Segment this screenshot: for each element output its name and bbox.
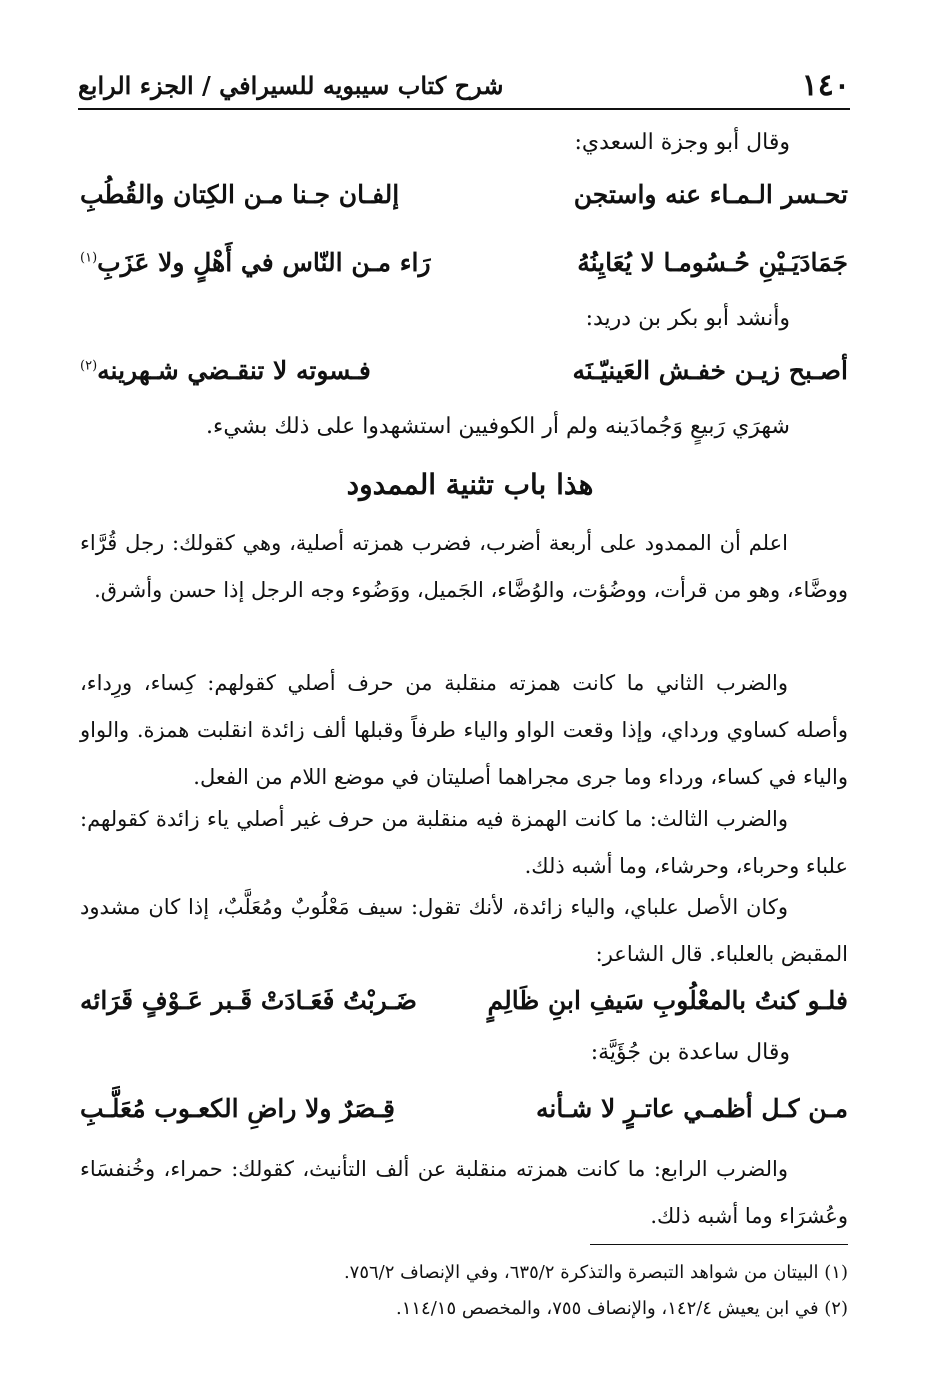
verse-line [80,974,848,1026]
footnote-divider [590,1244,848,1245]
running-title: شرح كتاب سيبويه للسيرافي / الجزء الرابع [78,70,504,100]
page-header [78,62,850,110]
footnote-marker-1: (١) [80,250,98,266]
verse-intro-1: وقال أبو وجزة السعدي: [574,130,790,155]
verse-line [80,344,848,396]
verse-second-hemistich: إلفـان جـنا مـن الكِتان والقُطُبِ [80,179,400,209]
verse-first-hemistich: جَمَادَيَـيْنِ حُـسُومـا لا يُعَايِنُهُ [577,247,848,277]
verse-line [80,168,848,220]
paragraph: والضرب الثالث: ما كانت الهمزة فيه منقلبة من حرف غير أصلي ياء زائدة كقولهم: علباء وحرباء، وحرشاء، وما أشبه ذلك. [80,807,848,878]
verse-second-hemistich: قِـصَرٌ ولا راضِ الكعـوب مُعَلَّـبِ [80,1093,395,1123]
verse-second-hemistich-wrap [80,248,431,277]
footnote: (٢) في ابن يعيش ١٤٢/٤، والإنصاف ٧٥٥، والمخصص ١١٤/١٥. [395,1298,848,1319]
footnote-marker-2: (٢) [80,358,98,374]
paragraph: والضرب الثاني ما كانت همزته منقلبة من حرف أصلي كقولهم: كِساء، ورِداء، وأصله كساوي ورداي، وإذا وقعت الواو والياء طرفاً وقبلها ألف زائدة انقلبت همزة. والواو والياء في كساء، ورداء وما جرى مجراهما أصليتان في موضع اللام من الفعل. [80,671,848,789]
verse-first-hemistich: فلـو كنتُ بالمعْلُوبِ سَيفِ ابنِ ظَالِمٍ [487,985,848,1015]
paragraph: وكان الأصل علباي، والياء زائدة، لأنك تقول: سيف مَعْلُوبٌ ومُعَلَّبٌ، إذا كان مشدود المقبض بالعلباء. قال الشاعر: [80,895,848,966]
verse-intro-2: وأنشد أبو بكر بن دريد: [585,306,790,331]
verse-line [80,236,848,288]
verse-second-hemistich: ضَـربْتُ فَعَـادَتْ قَـبر عَـوْفٍ قَرَائه [80,985,418,1015]
verse-first-hemistich: مـن كـل أظمـي عاتـرٍ لا شـأنه [536,1093,848,1123]
verse-first-hemistich: أصـبح زيـن خفـش العَينيّـنَه [572,355,848,385]
verse-line [80,1082,848,1134]
footnote: (١) البيتان من شواهد التبصرة والتذكرة ٦٣٥/٢، وفي الإنصاف ٧٥٦/٢. [343,1262,848,1283]
verse-continuation: شهرَي رَبيعٍ وَجُمادَينه ولم أر الكوفيين استشهدوا على ذلك بشيء. [206,414,790,439]
paragraph: والضرب الرابع: ما كانت همزته منقلبة عن ألف التأنيث، كقولك: حمراء، وخُنفسَاء وعُشرَاء وما أشبه ذلك. [80,1157,848,1228]
verse-second-hemistich: فـسوته لا تنقـضي شـهرينه [97,355,371,385]
chapter-title: هذا باب تثنية الممدود [346,468,594,501]
verse-second-hemistich-wrap [80,356,371,385]
page-number: ١٤٠ [801,67,850,103]
paragraph: اعلم أن الممدود على أربعة أضرب، فضرب همزته أصلية، وهي كقولك: رجل قُرَّاء ووضَّاء، وهو من قرأت، ووضُؤت، والوُضَّاء، الجَميل، ووَضُوء وجه الرجل إذا حسن وأشرق. [80,531,848,602]
verse-intro-3: وقال ساعدة بن جُؤَيَّة: [590,1040,790,1065]
verse-first-hemistich: تحـسر الـمـاء عنه واستجن [573,179,848,209]
verse-second-hemistich: رَاء مـن النّاس في أَهْلٍ ولا عَزَبِ [97,247,431,277]
